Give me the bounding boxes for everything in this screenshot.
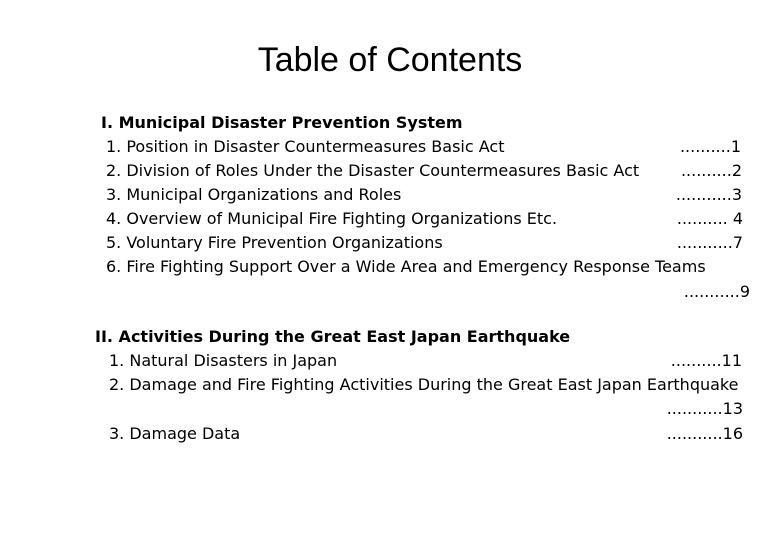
section-heading: I. Municipal Disaster Prevention System <box>101 113 463 132</box>
toc-entry-label: 1. Natural Disasters in Japan <box>109 351 338 370</box>
toc-entry-page: ...........9 <box>683 282 750 301</box>
toc-entry-page: ...........16 <box>666 424 743 443</box>
toc-entry-page: ..........11 <box>670 351 742 370</box>
toc-entry-label: 3. Damage Data <box>109 424 241 443</box>
page-title: Table of Contents <box>257 41 523 79</box>
toc-entry-label: 2. Division of Roles Under the Disaster Countermeasures Basic Act <box>106 161 640 180</box>
toc-entry-label: 6. Fire Fighting Support Over a Wide Area and Emergency Response Teams <box>106 257 706 276</box>
toc-entry-page: ...........3 <box>675 185 742 204</box>
toc-entry-page: .......... 4 <box>676 209 743 228</box>
toc-entry-page: ..........2 <box>680 161 742 180</box>
toc-entry-label: 3. Municipal Organizations and Roles <box>106 185 402 204</box>
toc-entry-label: 1. Position in Disaster Countermeasures Basic Act <box>106 137 505 156</box>
toc-entry-page: ..........1 <box>679 137 741 156</box>
toc-entry-label: 4. Overview of Municipal Fire Fighting Organizations Etc. <box>106 209 558 228</box>
section-heading: II. Activities During the Great East Japan Earthquake <box>95 327 571 346</box>
toc-entry-page: ...........7 <box>676 233 743 252</box>
toc-entry-label: 5. Voluntary Fire Prevention Organizations <box>106 233 443 252</box>
toc-entry-page: ...........13 <box>666 399 743 418</box>
toc-entry-label: 2. Damage and Fire Fighting Activities During the Great East Japan Earthquake <box>109 375 739 394</box>
